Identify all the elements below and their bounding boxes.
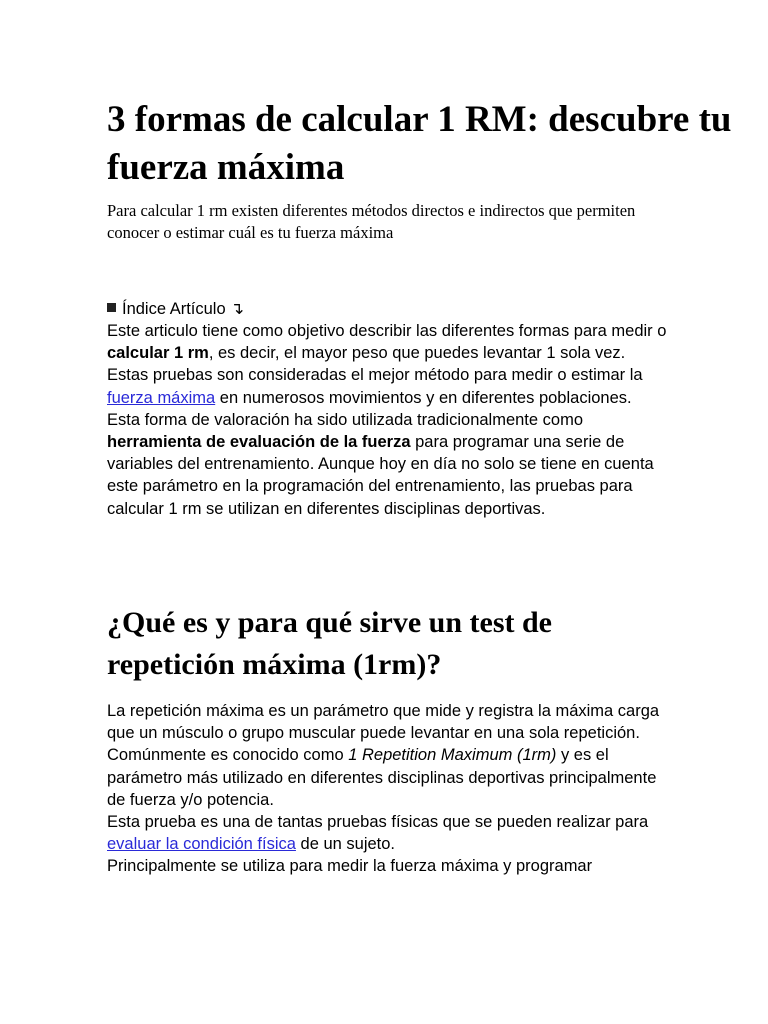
section-paragraph-2 (107, 811, 667, 855)
intro-text (107, 320, 667, 520)
article-title: 3 formas de calcular 1 RM: descubre tu fuerza máxima (107, 99, 732, 188)
section-p2-text-a: Esta prueba es una de tantas pruebas físicas que se pueden realizar para (107, 813, 649, 832)
article-subtitle: Para calcular 1 rm existen diferentes métodos directos e indirectos que permiten conocer o estimar cuál es tu fuerza máxima (107, 201, 636, 242)
section-p1-text-b: y es el parámetro más utilizado en diferentes disciplinas deportivas principalmente de fuerza y/o potencia. (107, 746, 657, 809)
section-p1-italic: 1 Repetition Maximum (1rm) (348, 746, 557, 765)
intro-paragraph-1 (107, 320, 667, 409)
square-bullet-icon (107, 303, 116, 312)
intro-p2-bold: herramienta de evaluación de la fuerza (107, 433, 411, 452)
article-index-label: Índice Artículo ↴ (122, 300, 245, 318)
section-p2-text-b: de un sujeto. (295, 835, 396, 854)
section-heading: ¿Qué es y para qué sirve un test de repetición máxima (1rm)? (107, 606, 552, 681)
intro-paragraph-2 (107, 409, 667, 520)
section-paragraph-1 (107, 700, 667, 811)
fuerza-maxima-link[interactable]: fuerza máxima (107, 388, 216, 407)
article-index-toggle[interactable] (107, 298, 244, 320)
intro-p1-text-a: Este articulo tiene como objetivo describir las diferentes formas para medir o (107, 322, 667, 340)
intro-p2-text-a: Esta forma de valoración ha sido utilizada tradicionalmente como (107, 410, 584, 429)
section-paragraph-3: Principalmente se utiliza para medir la fuerza máxima y programar (107, 857, 593, 876)
intro-p1-bold: calcular 1 rm (107, 344, 209, 363)
intro-p2-text-b: para programar una serie de variables del entrenamiento. Aunque hoy en día no solo se tiene en cuenta este parámetro en la programación del entrenamiento, las pruebas para calcular 1 rm se utilizan en diferentes disciplinas deportivas. (107, 433, 654, 518)
intro-p1-text-b: , es decir, el mayor peso que puedes levantar 1 sola vez. Estas pruebas son consideradas el mejor método para medir o estimar la (107, 344, 643, 385)
section-p1-text-a: La repetición máxima es un parámetro que mide y registra la máxima carga que un músculo o grupo muscular puede levantar en una sola repetición. Comúnmente es conocido como (107, 702, 660, 765)
evaluar-condicion-fisica-link[interactable]: evaluar la condición física (107, 835, 296, 854)
intro-p1-text-c: en numerosos movimientos y en diferentes poblaciones. (215, 388, 632, 407)
section-text (107, 700, 667, 878)
